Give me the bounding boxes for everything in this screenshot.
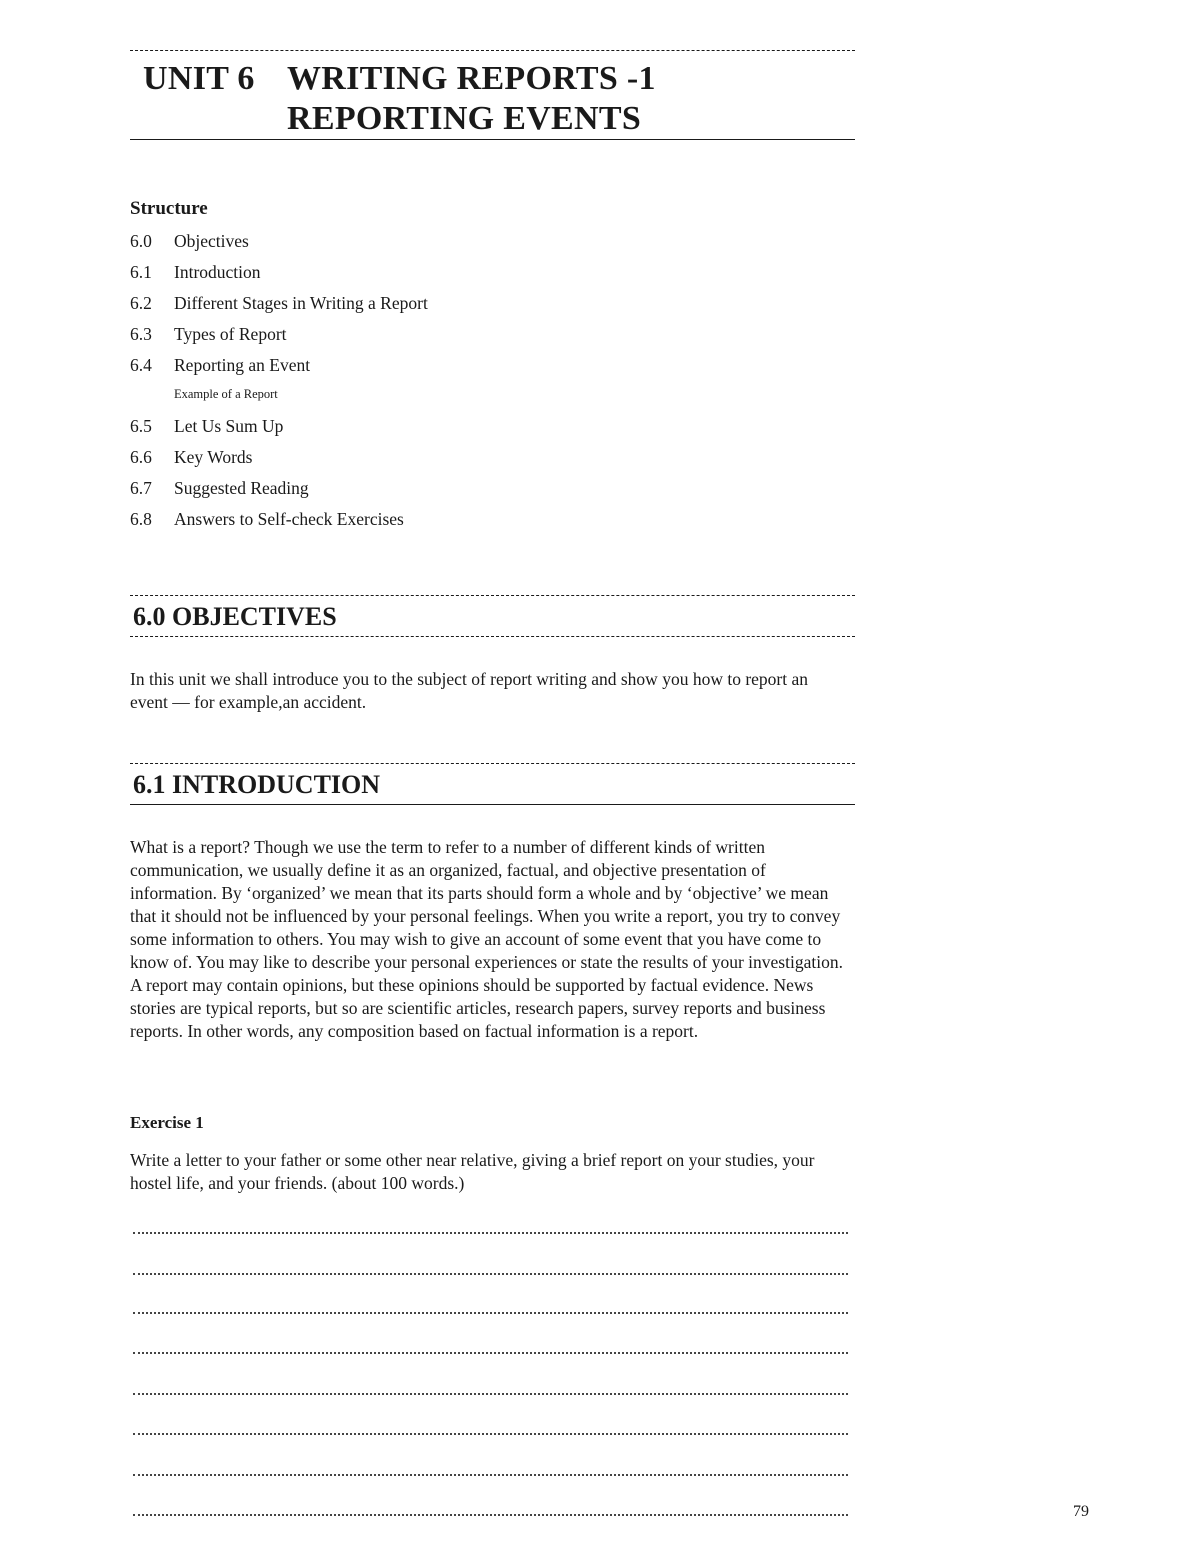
- header-top-rule: [130, 50, 855, 51]
- answer-line[interactable]: [133, 1312, 848, 1314]
- answer-line[interactable]: [133, 1232, 848, 1234]
- exercise-heading: Exercise 1: [130, 1113, 204, 1132]
- structure-subitem: [130, 385, 428, 415]
- structure-item-label: Answers to Self-check Exercises: [174, 509, 404, 529]
- structure-item: [130, 508, 428, 539]
- structure-subitem-label: Example of a Report: [174, 387, 278, 401]
- answer-line[interactable]: [133, 1514, 848, 1516]
- objectives-bottom-rule: [130, 636, 855, 637]
- structure-item-number: 6.2: [130, 293, 152, 313]
- structure-item: [130, 323, 428, 354]
- structure-item-label: Objectives: [174, 231, 249, 251]
- structure-item: [130, 230, 428, 261]
- structure-item: [130, 354, 428, 385]
- structure-item-label: Let Us Sum Up: [174, 416, 284, 436]
- answer-line[interactable]: [133, 1433, 848, 1435]
- structure-item: [130, 292, 428, 323]
- structure-item-number: 6.6: [130, 447, 152, 467]
- structure-item-number: 6.4: [130, 355, 152, 375]
- structure-item-label: Different Stages in Writing a Report: [174, 293, 428, 313]
- unit-title-line-2: REPORTING EVENTS: [287, 100, 642, 137]
- structure-heading: Structure: [130, 198, 208, 219]
- structure-item: [130, 415, 428, 446]
- objectives-paragraph: In this unit we shall introduce you to the subject of report writing and show you how to report an event — for example,an accident.: [130, 669, 808, 712]
- structure-item-number: 6.7: [130, 478, 152, 498]
- answer-line[interactable]: [133, 1474, 848, 1476]
- structure-item-label: Introduction: [174, 262, 261, 282]
- answer-line[interactable]: [133, 1352, 848, 1354]
- introduction-top-rule: [130, 763, 855, 764]
- introduction-bottom-rule: [130, 804, 855, 805]
- header-bottom-rule: [130, 139, 855, 140]
- structure-item-number: 6.8: [130, 509, 152, 529]
- structure-item-label: Key Words: [174, 447, 253, 467]
- structure-item-number: 6.1: [130, 262, 152, 282]
- answer-line[interactable]: [133, 1273, 848, 1275]
- structure-list: [130, 230, 428, 539]
- objectives-top-rule: [130, 595, 855, 596]
- structure-item-number: 6.3: [130, 324, 152, 344]
- page-number: 79: [1073, 1503, 1089, 1520]
- introduction-heading: 6.1 INTRODUCTION: [133, 770, 381, 799]
- answer-line[interactable]: [133, 1393, 848, 1395]
- unit-title-line-1: WRITING REPORTS -1: [287, 60, 656, 97]
- introduction-paragraph: What is a report? Though we use the term to refer to a number of different kinds of written communication, we usually define it as an organized, factual, and objective presentation of information. By ‘organized’ we mean that its parts should form a whole and by ‘objective’ we mean that it should not be influenced by your personal feelings. When you write a report, you try to convey some information to others. You may wish to give an account of some event that you have come to know of. You may like to describe your personal experiences or state the results of your investigation. A report may contain opinions, but these opinions should be supported by factual evidence. News stories are typical reports, but so are scientific articles, research papers, survey reports and business reports. In other words, any composition based on factual information is a report.: [130, 837, 843, 1041]
- exercise-prompt: Write a letter to your father or some other near relative, giving a brief report on your studies, your hostel life, and your friends. (about 100 words.): [130, 1150, 815, 1193]
- unit-label: UNIT 6: [143, 60, 255, 97]
- structure-item-number: 6.0: [130, 231, 152, 251]
- structure-item-label: Types of Report: [174, 324, 287, 344]
- structure-item-label: Suggested Reading: [174, 478, 309, 498]
- structure-item-label: Reporting an Event: [174, 355, 311, 375]
- structure-item: [130, 261, 428, 292]
- structure-item: [130, 446, 428, 477]
- objectives-heading: 6.0 OBJECTIVES: [133, 602, 337, 631]
- structure-item: [130, 477, 428, 508]
- structure-item-number: 6.5: [130, 416, 152, 436]
